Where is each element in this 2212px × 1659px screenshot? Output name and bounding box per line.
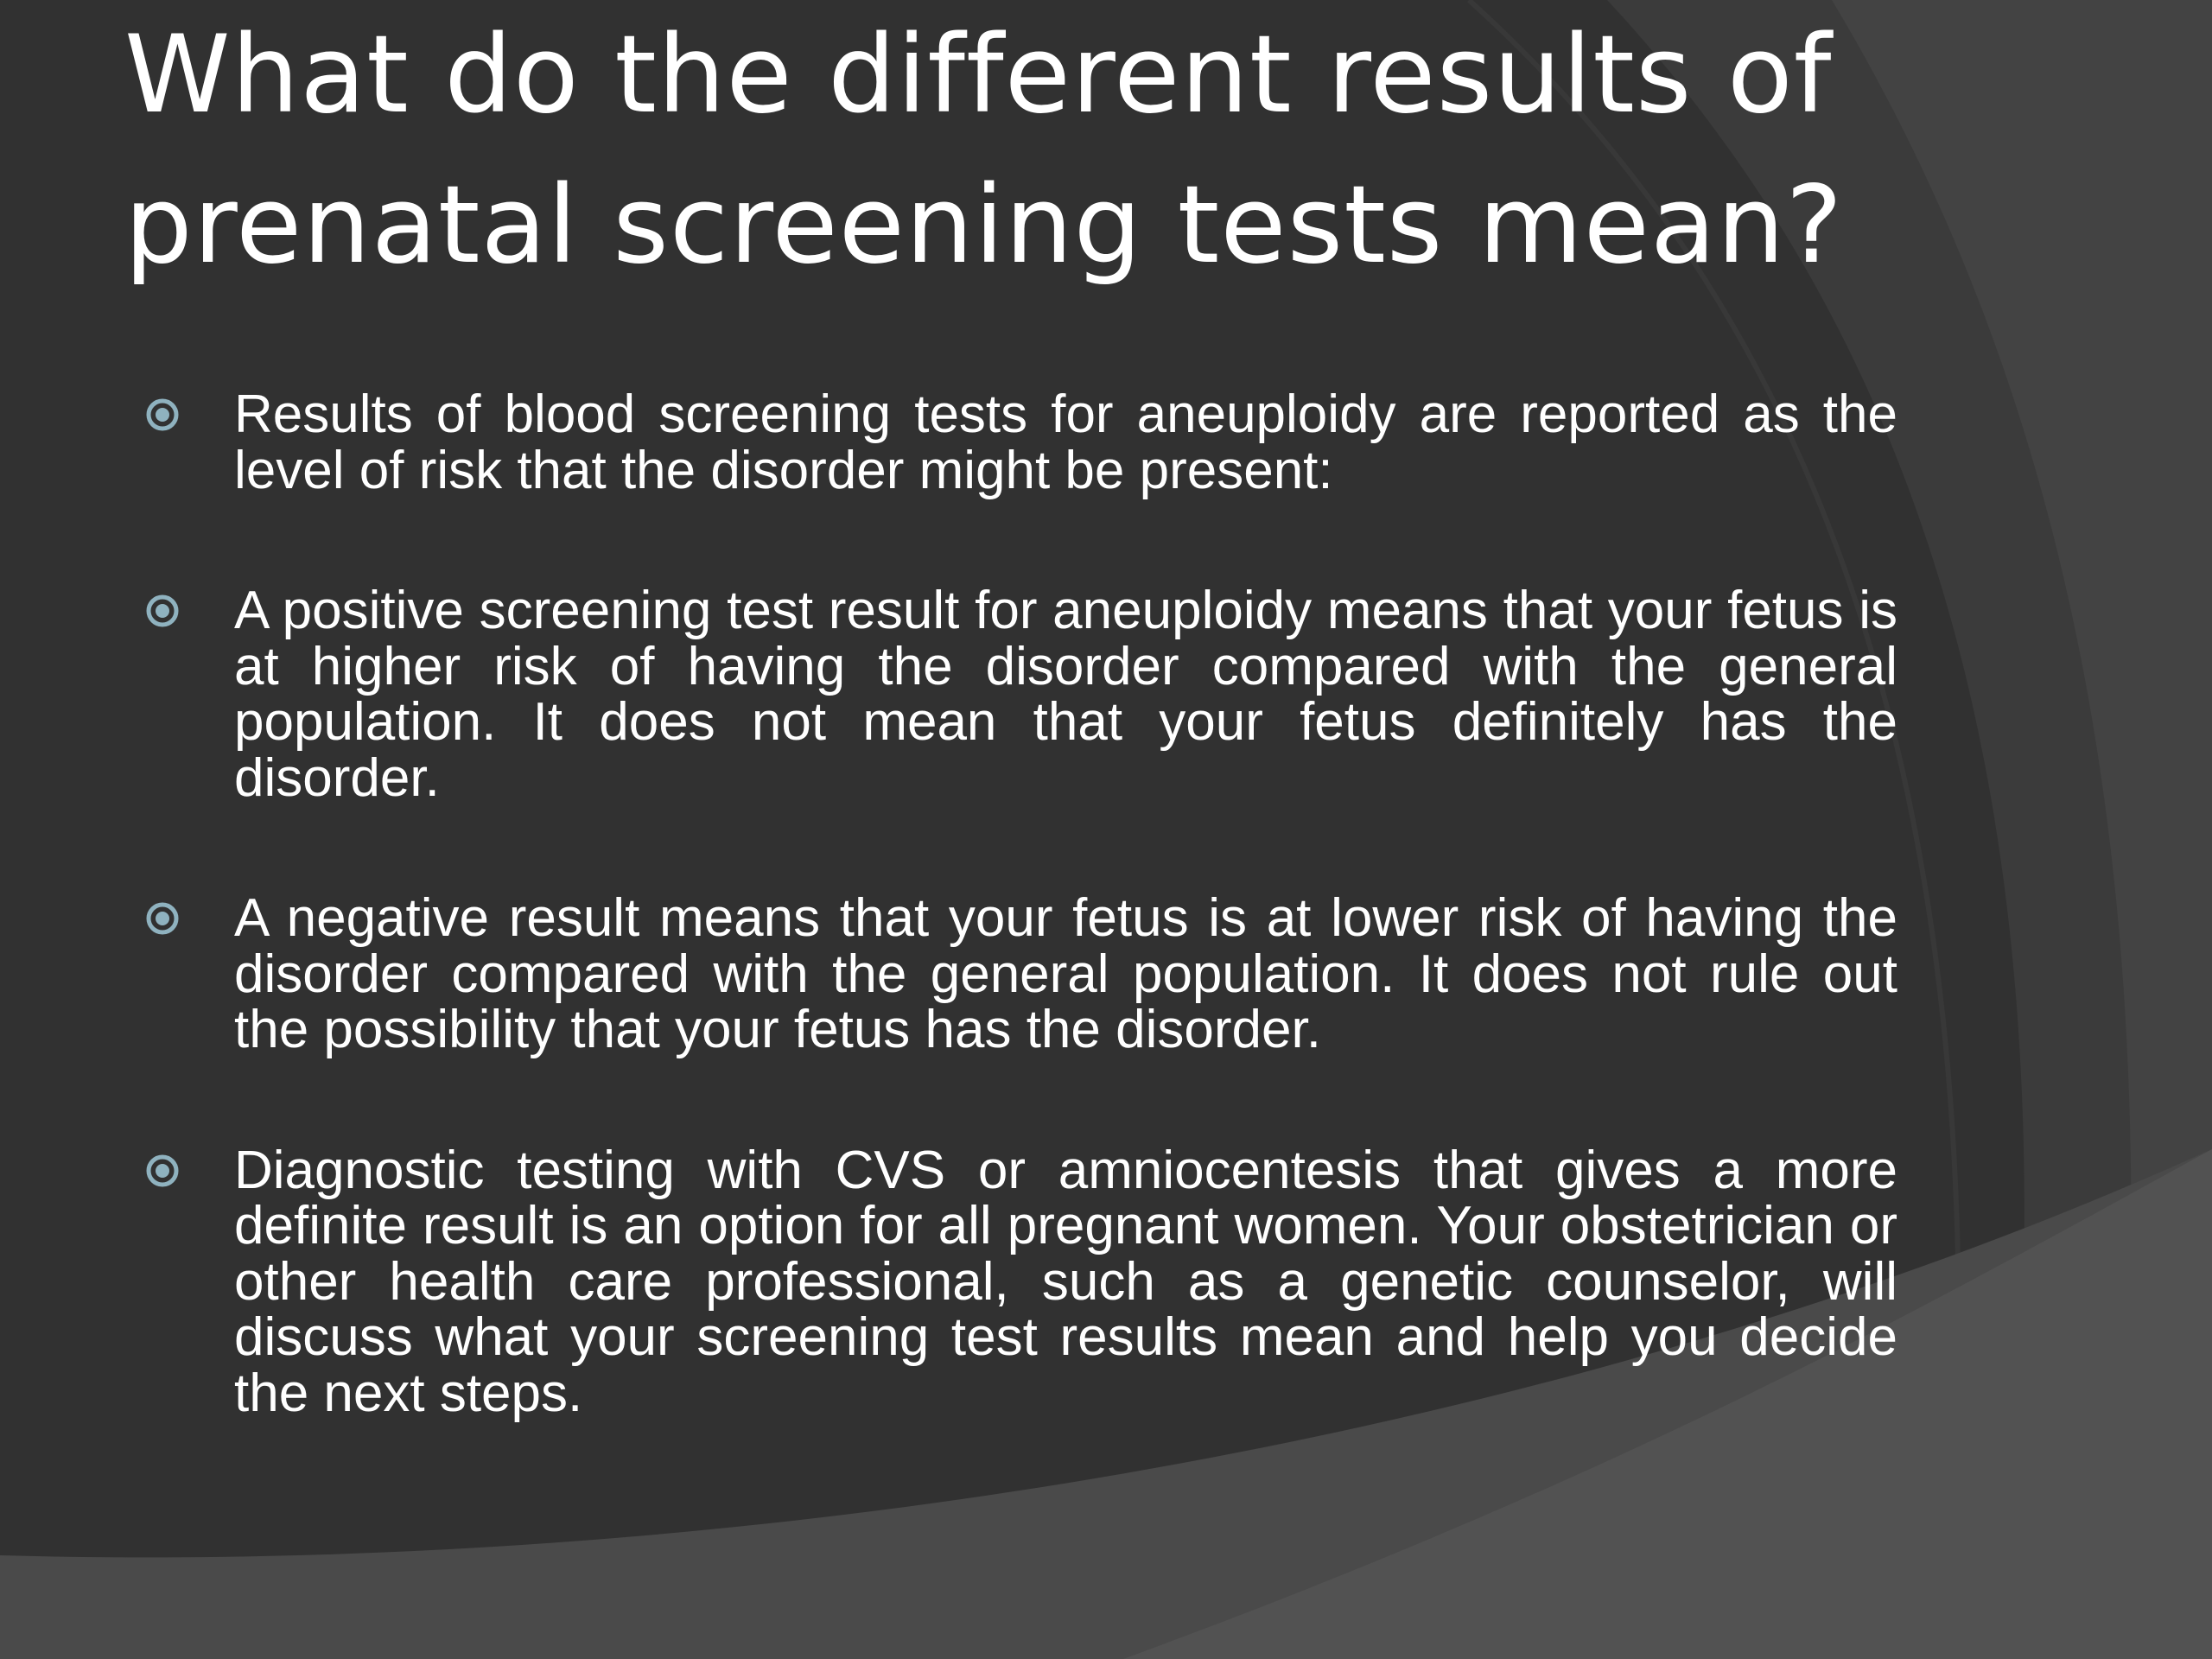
circle-dot-bullet-icon [143, 583, 234, 639]
bullet-item [143, 387, 1897, 499]
slide-title-line-1: What do the different results of [124, 13, 1833, 137]
slide-title [124, 0, 1853, 301]
bullet-list [143, 387, 1897, 1421]
bullet-text: A negative result means that your fetus is at lower risk of having the disorder compared with the general population. It does not rule out the possibility that your fetus has the disorder. [234, 888, 1897, 1059]
circle-dot-bullet-icon [143, 891, 234, 946]
circle-dot-bullet-icon [143, 387, 234, 442]
slide-title-line-2: prenatal screening tests mean? [124, 163, 1844, 288]
circle-dot-bullet-icon [143, 1143, 234, 1198]
bullet-item [143, 1140, 1897, 1423]
bullet-text: Results of blood screening tests for aneuploidy are reported as the level of risk that the disorder might be present: [234, 385, 1897, 500]
bullet-item [143, 583, 1897, 806]
bullet-text: Diagnostic testing with CVS or amniocentesis that gives a more definite result is an option for all pregnant women. Your obstetrician or other health care professional, such as a genetic counselor, will discuss what your screening test results mean and help you decide the next steps. [234, 1140, 1897, 1423]
bullet-item [143, 888, 1897, 1059]
bullet-text: A positive screening test result for aneuploidy means that your fetus is at higher risk of having the disorder compared with the general population. It does not mean that your fetus definitely has the disorder. [234, 581, 1897, 808]
